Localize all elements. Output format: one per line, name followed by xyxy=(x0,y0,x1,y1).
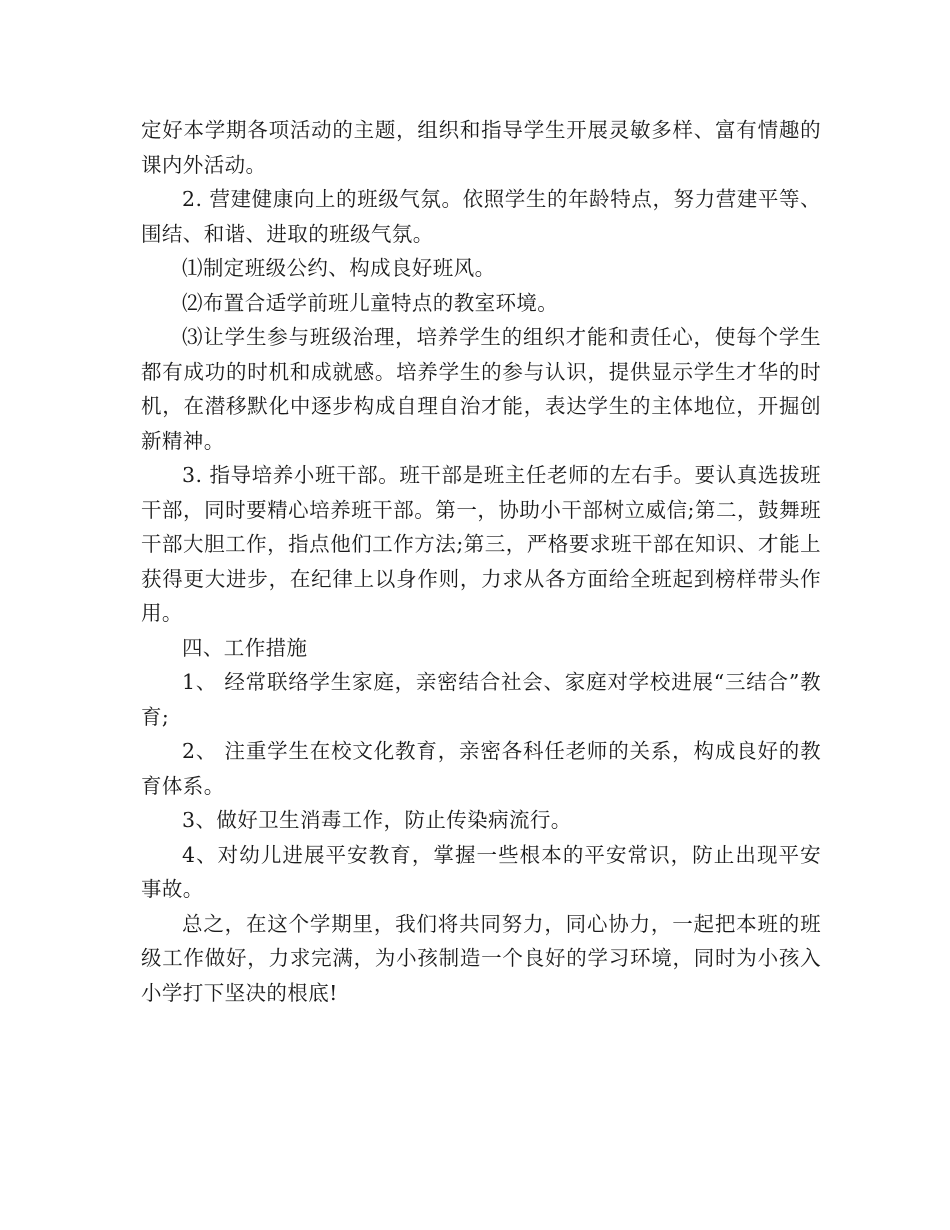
section-heading-work-measures: 四、工作措施 xyxy=(182,635,308,660)
list-item-measure-4: 4、对幼儿进展平安教育，掌握一些根本的平安常识，防止出现平安事故。 xyxy=(141,842,821,901)
list-item-measure-3: 3、做好卫生消毒工作，防止传染病流行。 xyxy=(182,808,572,832)
paragraph-class-atmosphere: 2. 营建健康向上的班级气氛。依照学生的年龄特点，努力营建平等、围结、和谐、进取的班级气氛。 xyxy=(141,187,821,246)
paragraph-classroom-environment: ⑵布置合适学前班儿童特点的教室环境。 xyxy=(182,290,559,315)
paragraph-conclusion: 总之，在这个学期里，我们将共同努力，同心协力，一起把本班的班级工作做好，力求完满，为小孩制造一个良好的学习环境，同时为小孩入小学打下坚决的根底! xyxy=(141,911,821,1005)
paragraph-class-cadres: 3. 指导培养小班干部。班干部是班主任老师的左右手。要认真选拔班干部，同时要精心培养班干部。第一，协助小干部树立威信;第二，鼓舞班干部大胆工作，指点他们工作方法;第三，严格要求班干部在知识、才能上获得更大进步，在纪律上以身作则，力求从各方面给全班起到榜样带头作用。 xyxy=(141,463,821,625)
paragraph-student-participation: ⑶让学生参与班级治理，培养学生的组织才能和责任心，使每个学生都有成功的时机和成就感。培养学生的参与认识，提供显示学生才华的时机，在潜移默化中逐步构成自理自治才能，表达学生的主体地位，开掘创新精神。 xyxy=(141,325,821,453)
paragraph-class-convention: ⑴制定班级公约、构成良好班风。 xyxy=(182,256,496,280)
list-item-measure-1: 1、 经常联络学生家庭，亲密结合社会、家庭对学校进展“三结合”教育; xyxy=(141,670,821,729)
paragraph-intro-continuation: 定好本学期各项活动的主题，组织和指导学生开展灵敏多样、富有情趣的课内外活动。 xyxy=(141,118,821,177)
document-body xyxy=(141,113,821,1010)
list-item-measure-2: 2、 注重学生在校文化教育，亲密各科任老师的关系，构成良好的教育体系。 xyxy=(141,739,821,798)
